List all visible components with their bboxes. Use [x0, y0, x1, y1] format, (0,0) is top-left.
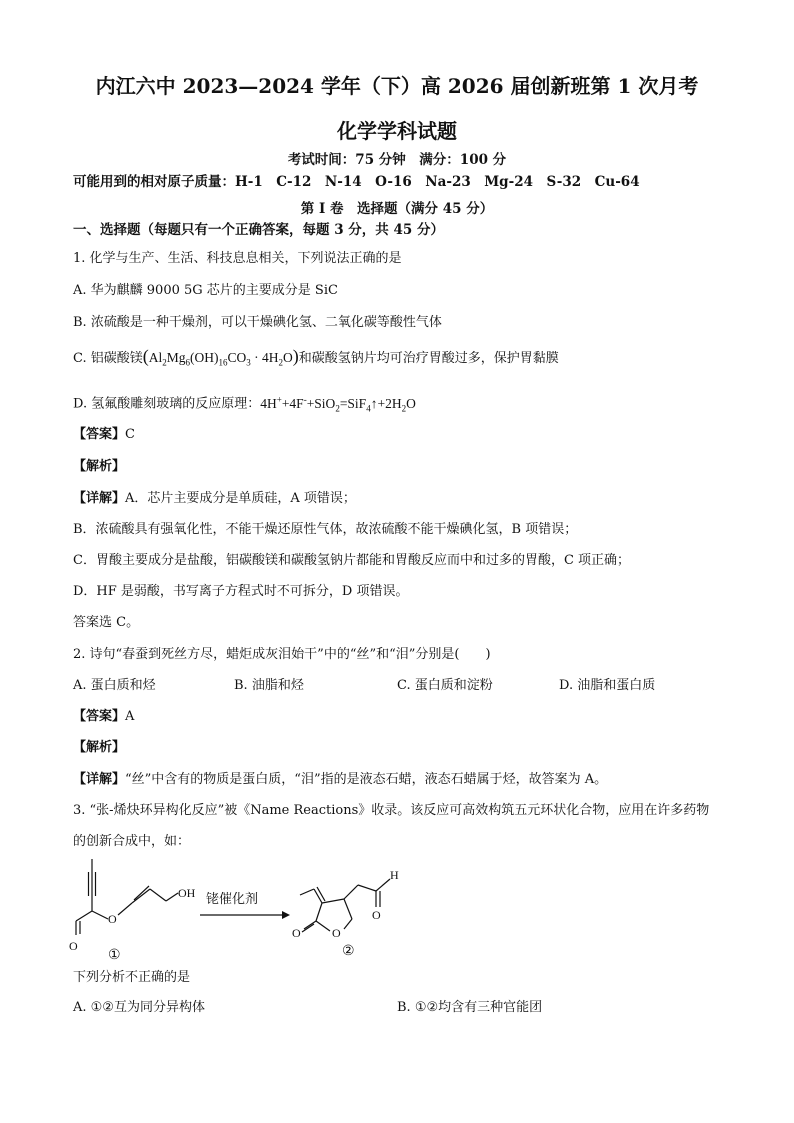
- q3-stem-line1: 3. “张-烯炔环异构化反应”被《Name Reactions》收录。该反应可高效构筑五元环状化合物，应用在许多药物: [73, 803, 710, 818]
- q1-analysis-label: 【解析】: [73, 459, 126, 474]
- atom-label-o: O: [292, 926, 301, 940]
- q1-conclusion: 答案选 C。: [73, 615, 140, 630]
- atom-label-o: O: [372, 908, 381, 922]
- q3-option-a: A. ①②互为同分异构体: [73, 1000, 205, 1015]
- reactant-atom-labels: [69, 886, 196, 953]
- q1-option-c-prefix: C. 铝碳酸镁: [73, 351, 143, 366]
- q2-stem: 2. 诗句“春蚕到死丝方尽，蜡炬成灰泪始干”中的“丝”和“泪”分别是( ): [73, 647, 491, 662]
- q2-option-b: B. 油脂和烃: [234, 678, 304, 693]
- q1-detail-a: 【详解】A．芯片主要成分是单质硅，A 项错误；: [73, 491, 356, 506]
- q2-option-d: D. 油脂和蛋白质: [559, 678, 656, 693]
- q2-option-a: A. 蛋白质和烃: [73, 678, 156, 693]
- q1-option-b: B. 浓硫酸是一种干燥剂，可以干燥碘化氢、二氧化碳等酸性气体: [73, 315, 442, 330]
- reactant-structure: [76, 859, 178, 935]
- q3-option-b: B. ①②均含有三种官能团: [397, 1000, 543, 1015]
- reaction-arrow-head: [282, 911, 290, 919]
- q1-stem: 1. 化学与生产、生活、科技息息相关，下列说法正确的是: [73, 251, 402, 266]
- exam-title: 内江六中 2023—2024 学年（下）高 2026 届创新班第 1 次月考: [95, 74, 699, 98]
- atomic-masses: 可能用到的相对原子质量：H-1 C-12 N-14 O-16 Na-23 Mg-24 S-32 Cu-64: [73, 174, 640, 190]
- q1-option-c-formula: $(Al_2Mg_6(OH)_{16}CO_3 \cdot 4H_2O)$: [142, 346, 299, 368]
- atom-label-o: O: [332, 926, 341, 940]
- catalyst-label: 铑催化剂: [206, 891, 259, 906]
- q1-detail-d: D．HF 是弱酸，书写离子方程式时不可拆分，D 项错误。: [73, 584, 409, 599]
- exam-info: 考试时间：75 分钟 满分：100 分: [287, 152, 507, 168]
- q1-answer: 【答案】C: [73, 427, 135, 442]
- q3-reaction-scheme: [60, 855, 440, 965]
- section-heading: 一、选择题（每题只有一个正确答案，每题 3 分，共 45 分）: [73, 222, 444, 238]
- volume-heading: 第 I 卷 选择题（满分 45 分）: [300, 201, 494, 217]
- q2-answer: 【答案】A: [73, 709, 135, 724]
- atom-label-o: O: [108, 912, 117, 926]
- product-structure: [300, 879, 390, 932]
- q1-detail-b: B．浓硫酸具有强氧化性，不能干燥还原性气体，故浓硫酸不能干燥碘化氢，B 项错误；: [73, 522, 578, 537]
- q1-option-c: [73, 347, 559, 372]
- q1-option-d: [73, 390, 416, 417]
- q1-option-c-suffix: 和碳酸氢钠片均可治疗胃酸过多，保护胃黏膜: [298, 351, 559, 366]
- q2-detail: 【详解】“丝”中含有的物质是蛋白质，“泪”指的是液态石蜡，液态石蜡属于烃，故答案为 A。: [73, 772, 608, 787]
- q1-option-d-equation: $4H^++4F^-+SiO_2=SiF_4↑+2H_2O$: [260, 394, 416, 414]
- q1-option-a: A. 华为麒麟 9000 5G 芯片的主要成分是 SiC: [73, 283, 338, 298]
- q2-option-c: C. 蛋白质和淀粉: [397, 678, 493, 693]
- atom-label-oh: OH: [178, 886, 196, 900]
- compound-label-2: ②: [342, 944, 355, 959]
- atom-label-o: O: [69, 939, 78, 953]
- q1-detail-c: C．胃酸主要成分是盐酸，铝碳酸镁和碳酸氢钠片都能和胃酸反应而中和过多的胃酸，C 项正确；: [73, 553, 631, 568]
- q2-analysis-label: 【解析】: [73, 740, 126, 755]
- compound-label-1: ①: [108, 948, 121, 963]
- q3-stem-line2: 的创新合成中，如：: [73, 834, 191, 849]
- q1-option-d-prefix: D. 氢氟酸雕刻玻璃的反应原理：: [73, 396, 261, 412]
- atom-label-h: H: [390, 868, 399, 882]
- q3-question: 下列分析不正确的是: [73, 970, 191, 985]
- subject-title: 化学学科试题: [337, 119, 457, 143]
